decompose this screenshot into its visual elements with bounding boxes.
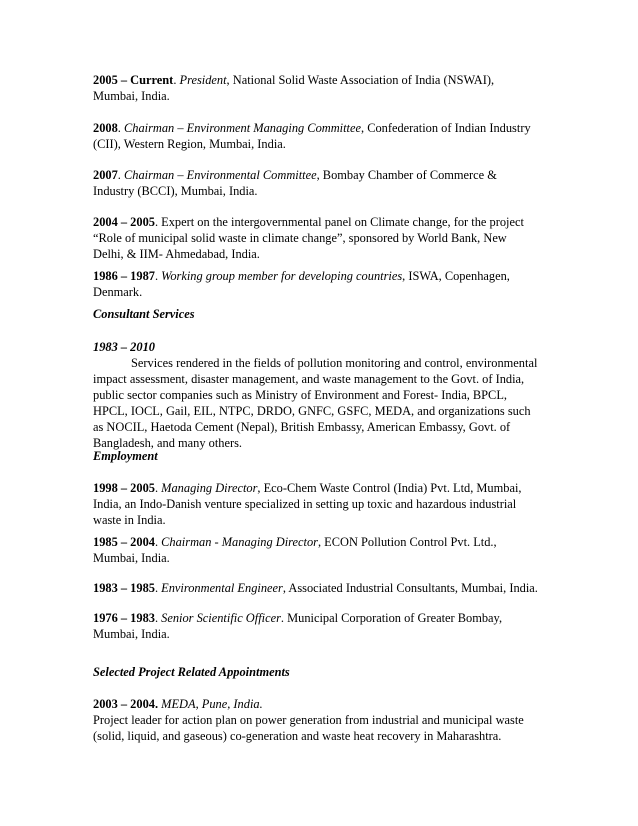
entry-date: 2003 – 2004. <box>93 697 159 711</box>
entry-text: Project leader for action plan on power generation from industrial and municipal waste <box>93 713 524 727</box>
entry-nswai: 2005 – Current. President, National Solid Waste Association of India (NSWAI), Mumbai, India. <box>93 72 553 104</box>
section-consultant <box>93 306 553 322</box>
entry-role: Chairman - Managing Director <box>161 535 318 549</box>
entry-date: 2007 <box>93 168 118 182</box>
paragraph-line: Services rendered in the fields of pollution monitoring and control, environmental <box>131 356 538 370</box>
section-heading: Consultant Services <box>93 307 195 321</box>
entry-text: (CII), Western Region, Mumbai, India. <box>93 137 286 151</box>
entry-date: 1976 – 1983 <box>93 611 155 625</box>
entry-role: Environmental Engineer <box>161 581 283 595</box>
entry-iswa: 1986 – 1987. Working group member for developing countries, ISWA, Copenhagen, Denmark. <box>93 268 553 300</box>
entry-role: Chairman – Environment Managing Committee <box>123 121 361 135</box>
entry-role: Working group member for developing countries <box>161 269 403 283</box>
entry-text: Mumbai, India. <box>93 89 170 103</box>
entry-date: 1986 – 1987 <box>93 269 155 283</box>
entry-date: 1983 – 1985 <box>93 581 155 595</box>
entry-meda <box>93 696 553 744</box>
entry-date: 2008 <box>93 121 118 135</box>
section-heading: Selected Project Related Appointments <box>93 665 290 679</box>
entry-climate <box>93 214 553 262</box>
entry-text: Delhi, & IIM- Ahmedabad, India. <box>93 247 260 261</box>
paragraph-line: Bangladesh, and many others. <box>93 436 242 450</box>
entry-text: . Municipal Corporation of Greater Bombay, <box>280 611 503 625</box>
entry-text: India, an Indo-Danish venture specialized in setting up toxic and hazardous industrial <box>93 497 517 511</box>
entry-date: 1985 – 2004 <box>93 535 155 549</box>
entry-date: 2004 – 2005 <box>93 215 155 229</box>
entry-text: , Associated Industrial Consultants, Mumbai, India. <box>282 581 538 595</box>
section-heading: Employment <box>93 449 158 463</box>
entry-text: Denmark. <box>93 285 143 299</box>
paragraph-line: public sector companies such as Ministry of Environment and Forest- India, BPCL, <box>93 388 507 402</box>
entry-text: , ECON Pollution Control Pvt. Ltd., <box>317 535 497 549</box>
entry-text: , Confederation of Indian Industry <box>361 121 531 135</box>
entry-text: . Expert on the intergovernmental panel on Climate change, for the project <box>154 215 524 229</box>
entry-text: Industry (BCCI), Mumbai, India. <box>93 184 258 198</box>
entry-role: Senior Scientific Officer <box>161 611 281 625</box>
entry-cii: 2008. Chairman – Environment Managing Committee, Confederation of Indian Industry (CII), Western Region, Mumbai, India. <box>93 120 553 152</box>
entry-econ: 1985 – 2004. Chairman - Managing Director, ECON Pollution Control Pvt. Ltd., Mumbai, India. <box>93 534 553 566</box>
entry-text: Mumbai, India. <box>93 627 170 641</box>
entry-text: waste in India. <box>93 513 166 527</box>
entry-text: , Eco-Chem Waste Control (India) Pvt. Ltd, Mumbai, <box>257 481 522 495</box>
entry-text: Mumbai, India. <box>93 551 170 565</box>
entry-text: , National Solid Waste Association of India (NSWAI), <box>226 73 495 87</box>
entry-date: 1998 – 2005 <box>93 481 155 495</box>
entry-text: “Role of municipal solid waste in climate change”, sponsored by World Bank, New <box>93 231 507 245</box>
section-appointments <box>93 664 553 680</box>
entry-text: , Bombay Chamber of Commerce & <box>316 168 497 182</box>
entry-role: President <box>179 73 227 87</box>
entry-text: , ISWA, Copenhagen, <box>402 269 510 283</box>
entry-mcgb: 1976 – 1983. Senior Scientific Officer. Municipal Corporation of Greater Bombay, Mumbai, India. <box>93 610 553 642</box>
entry-ecochem: 1998 – 2005. Managing Director, Eco-Chem Waste Control (India) Pvt. Ltd, Mumbai, India, an Indo-Danish venture specialized in setting up toxic and hazardous industrial waste in India. <box>93 480 553 528</box>
entry-text: (solid, liquid, and gaseous) co-generation and waste heat recovery in Maharashtra. <box>93 729 502 743</box>
paragraph-line: as NOCIL, Haetoda Cement (Nepal), British Embassy, American Embassy, Govt. of <box>93 420 511 434</box>
entry-role: Chairman – Environmental Committee <box>123 168 317 182</box>
entry-role: Managing Director <box>161 481 258 495</box>
entry-date: 2005 – Current <box>93 73 174 87</box>
paragraph-line: impact assessment, disaster management, and waste management to the Govt. of India, <box>93 372 525 386</box>
entry-date: 1983 – 2010 <box>93 340 155 354</box>
consultant-block <box>93 339 553 451</box>
entry-bcci: 2007. Chairman – Environmental Committee, Bombay Chamber of Commerce & Industry (BCCI), Mumbai, India. <box>93 167 553 199</box>
entry-place: MEDA, Pune, India. <box>161 697 263 711</box>
entry-aic: 1983 – 1985. Environmental Engineer, Associated Industrial Consultants, Mumbai, India. <box>93 581 538 595</box>
section-employment <box>93 448 553 464</box>
paragraph-line: HPCL, IOCL, Gail, EIL, NTPC, DRDO, GNFC, GSFC, MEDA, and organizations such <box>93 404 531 418</box>
